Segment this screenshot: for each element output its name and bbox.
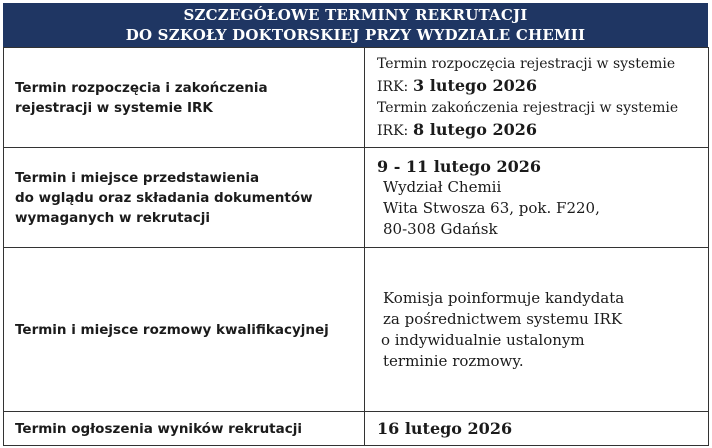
table-row [4,48,709,148]
row-value-interview [365,248,709,412]
row-label-results [4,412,365,446]
row-value-registration [365,48,709,148]
table-header [3,3,708,47]
row-value-documents [365,148,709,248]
address-line: Wydział Chemii [383,177,502,196]
label-line: do wglądu oraz składania dokumentów [15,189,313,206]
header-line-1: SZCZEGÓŁOWE TERMINY REKRUTACJI [183,6,528,24]
table-row [4,248,709,412]
row-label-registration [4,48,365,148]
table-row [4,148,709,248]
interview-text-line: za pośrednictwem systemu IRK [383,309,623,328]
label-line: Termin i miejsce przedstawienia [15,169,260,186]
registration-end-line [377,119,708,142]
label-line: rejestracji w systemie IRK [15,99,213,116]
registration-start-text: Termin rozpoczęcia rejestracji w systemie [377,55,676,72]
row-value-results [365,412,709,446]
row-label-interview [4,248,365,412]
row-label-documents [4,148,365,248]
registration-end-date: 8 lutego 2026 [413,119,537,139]
table-row [4,412,709,446]
schedule-table [3,47,709,446]
address-line: Wita Stwosza 63, pok. F220, [383,198,600,217]
documents-date: 9 - 11 lutego 2026 [377,156,541,176]
label-line: Termin rozpoczęcia i zakończenia [15,79,268,96]
results-date: 16 lutego 2026 [377,419,513,438]
address-line: 80-308 Gdańsk [383,219,498,238]
registration-start-date: 3 lutego 2026 [413,75,537,95]
header-line-2: DO SZKOŁY DOKTORSKIEJ PRZY WYDZIALE CHEMII [125,26,586,44]
registration-end-text: Termin zakończenia rejestracji w systemie [377,99,679,116]
registration-end-prefix: IRK: [377,122,409,139]
registration-start-prefix: IRK: [377,78,409,95]
interview-text-line: o indywidualnie ustalonym [381,330,585,349]
interview-text-line: Komisja poinformuje kandydata [383,288,625,307]
label-line: wymaganych w rekrutacji [15,209,210,226]
label-line: Termin ogłoszenia wyników rekrutacji [15,420,303,437]
interview-text-line: terminie rozmowy. [383,351,524,370]
registration-start-line [377,75,708,98]
label-line: Termin i miejsce rozmowy kwalifikacyjnej [15,321,329,338]
